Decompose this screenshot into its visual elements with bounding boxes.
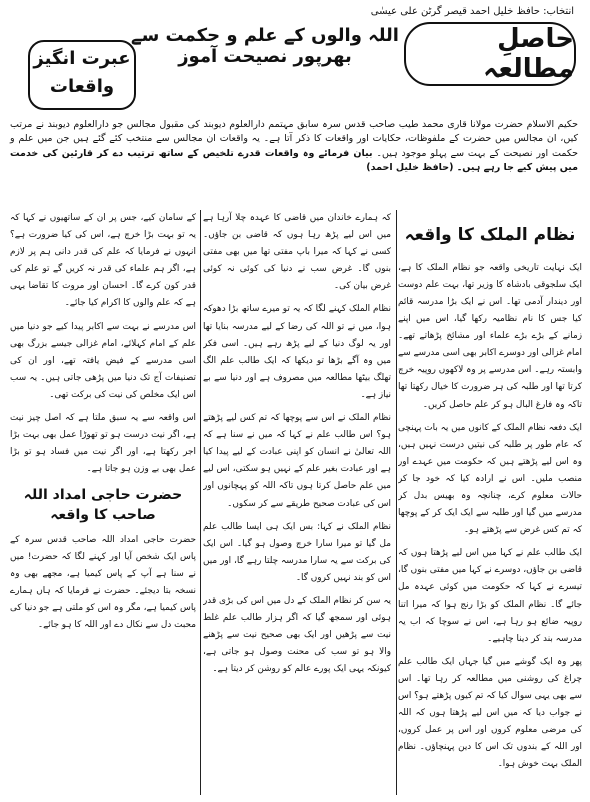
article-paragraph: کے سامان کیے، جس پر ان کے ساتھیوں نے کہا کہ یہ تو بہت بڑا خرچ ہے، اس کی کیا ضرورت ہے؟ انہوں نے فرمایا کہ علم کی قدر دانی ہم پر لازم ہے، اگر ہم علماء کی قدر نہ کریں گے تو علم کی قدر کون کرے گا۔ احسان اور مروت کا تقاضا یہی ہے کہ علم والوں کا اکرام کیا جائے۔: [10, 213, 196, 309]
title-frame: [404, 22, 576, 86]
article-paragraph: ایک دفعہ نظام الملک کے کانوں میں یہ بات پہنچی کہ عام طور پر طلبہ کی نیتیں درست نہیں ہیں، وہ اس لیے پڑھتے ہیں کہ حکومت میں عہدے اور منصب ملیں۔ اس نے ارادہ کیا کہ خود جا کر حالات معلوم کرے، چنانچہ وہ بھیس بدل کر مدرسے میں گیا اور طلبہ سے ایک ایک کر کے پوچھا کہ تم کس غرض سے پڑھتے ہو۔: [398, 422, 582, 536]
column-left: [10, 210, 196, 795]
article-heading: نظام الملک کا واقعہ: [404, 225, 576, 245]
intro-closing: بیان فرمائے وہ واقعات قدرے تلخیص کے ساتھ ترتیب دے کر قارئین کی خدمت میں پیش کیے جا رہے ہیں۔ (حافظ خلیل احمد): [10, 147, 578, 173]
article-paragraph: نظام الملک نے کہا: بس ایک ہی ایسا طالب علم مل گیا تو میرا سارا خرچ وصول ہو گیا۔ اس ایک کی برکت سے یہ سارا مدرسہ چلتا رہے گا، اور میں اس کو بند نہیں کروں گا۔: [203, 521, 391, 583]
intro-paragraph: [10, 118, 578, 175]
ibrat-line-2: واقعات: [49, 76, 115, 97]
page-subtitle: اللہ والوں کے علم و حکمت سے بھرپور نصیحت آموز: [131, 25, 399, 67]
article-paragraph: پھر وہ ایک گوشے میں گیا جہاں ایک طالب علم چراغ کی روشنی میں مطالعہ کر رہا تھا۔ اس سے بھی یہی سوال کیا کہ تم کیوں پڑھتے ہو؟ اس نے جواب دیا کہ میں اس لیے پڑھتا ہوں کہ اللہ کی مرضی معلوم کروں اور اس پر عمل کروں، اور اللہ کے بندوں تک اس کا دین پہنچاؤں۔ نظام الملک بہت خوش ہوا۔: [398, 656, 582, 770]
article-paragraph: نظام الملک نے اس سے پوچھا کہ تم کس لیے پڑھتے ہو؟ اس طالب علم نے کہا کہ میں نے سنا ہے کہ اللہ تعالیٰ نے انسان کو اپنی عبادت کے لیے پیدا کیا ہے اور عبادت بغیر علم کے نہیں ہو سکتی، اس لیے میں علم حاصل کرتا ہوں تاکہ اللہ کو پہچانوں اور اس کی عبادت صحیح طریقے سے کر سکوں۔: [203, 413, 391, 509]
article-paragraph: اس مدرسے نے بہت سے اکابر پیدا کیے جو دنیا میں علم کے امام کہلائے، امام غزالی جیسے بزرگ بھی اسی مدرسے کے فیض یافتہ تھے، اور ان کی تصنیفات آج تک دنیا میں پڑھی جاتی ہیں۔ یہ سب اس ایک مخلص کی نیت کی برکت تھی۔: [10, 321, 196, 400]
ibrat-line-1: عبرت انگیز: [33, 48, 131, 69]
compiler-credit: انتخاب: حافظ خلیل احمد قیصر گرٹن علی عیسٰی: [370, 6, 574, 17]
intro-text: حکیم الاسلام حضرت مولانا قاری محمد طیب صاحب قدس سرہ سابق مہتمم دارالعلوم دیوبند کی مقبول مجالس جو دارالعلوم دیوبند نے مرتب کیں، ان مجالس میں حضرت کے ملفوظات، حکایات اور واقعات کا ذکر آتا ہے۔ یہ واقعات ان مجالس سے منتخب کئے گئے ہیں جن میں علم و حکمت اور نصیحت کے بہت سے پہلو موجود ہیں۔: [10, 119, 578, 159]
page-title: حاصلِ مطالعہ: [483, 24, 574, 84]
article-paragraph: اس واقعہ سے یہ سبق ملتا ہے کہ اصل چیز نیت ہے، اگر نیت درست ہو تو تھوڑا عمل بھی بہت بڑا اجر رکھتا ہے، اور اگر نیت میں فساد ہو تو بڑا عمل بھی بے وزن ہو جاتا ہے۔: [10, 413, 196, 475]
ibrat-box: [28, 40, 136, 110]
article-paragraph: نظام الملک کہنے لگا کہ یہ تو میرے ساتھ بڑا دھوکہ ہوا، میں نے تو اللہ کی رضا کے لیے مدرسہ بنایا تھا اور یہ لوگ دنیا کے لیے پڑھ رہے ہیں۔ اسی فکر میں وہ آگے بڑھا تو دیکھا کہ ایک طالب علم الگ تھلگ بیٹھا مطالعہ میں مصروف ہے اور دنیا سے بے نیاز ہے۔: [203, 304, 391, 400]
column-right: [398, 210, 582, 795]
article-paragraph: حضرت حاجی امداد اللہ صاحب قدس سرہ کے پاس ایک شخص آیا اور کہنے لگا کہ حضرت! میں نے سنا ہے آپ کے پاس کیمیا ہے، مجھے بھی وہ نسخہ بتا دیجئے۔ حضرت نے فرمایا کہ ہاں ہمارے پاس کیمیا ہے، مگر وہ اس کو ملتی ہے جو دنیا کی محبت دل سے نکال دے اور اللہ کا ہو جائے۔: [10, 534, 196, 631]
column-divider: [200, 210, 201, 795]
article-paragraph: ایک طالب علم نے کہا میں اس لیے پڑھتا ہوں کہ قاضی بن جاؤں، دوسرے نے کہا میں مفتی بنوں گا، تیسرے نے کہا کہ حکومت میں کوئی عہدہ مل جائے گا۔ نظام الملک کو بڑا رنج ہوا کہ میرا اتنا روپیہ ضائع ہو رہا ہے، اس نے سوچا کہ اب یہ مدرسہ بند کر دینا چاہیے۔: [398, 548, 582, 644]
article-paragraph: کہ ہمارے خاندان میں قاضی کا عہدہ چلا آرہا ہے میں اس لیے پڑھ رہا ہوں کہ قاضی بن جاؤں۔ کسی نے کہا کہ میرا باپ مفتی تھا میں بھی مفتی بنوں گا۔ غرض سب نے دنیا کی کوئی نہ کوئی غرض بیان کی۔: [203, 213, 391, 292]
column-middle: [203, 210, 391, 795]
masthead: [10, 4, 580, 104]
article-heading: حضرت حاجی امداد اللہ صاحب کا واقعہ: [23, 487, 183, 523]
article-paragraph: ایک نہایت تاریخی واقعہ جو نظام الملک کا ہے، ایک سلجوقی بادشاہ کا وزیر تھا، بہت علم دوست اور دیندار آدمی تھا۔ اس نے ایک بڑا مدرسہ قائم کیا جس کا نام نظامیہ رکھا گیا، اس میں اپنے زمانے کے بڑے بڑے علماء اور مشائخ پڑھاتے تھے۔ امام غزالی اور دوسرے اکابر بھی اسی مدرسے سے وابستہ رہے۔ اس مدرسے پر وہ لاکھوں روپیہ خرچ کرتا تھا اور طلبہ کی ہر ضرورت کا خیال رکھتا تھا تاکہ وہ فارغ البال ہو کر علم حاصل کریں۔: [398, 262, 582, 410]
article-paragraph: یہ سن کر نظام الملک کے دل میں اس کی بڑی قدر ہوئی اور سمجھ گیا کہ اگر ہزار طالب علم غلط نیت سے پڑھیں اور ایک بھی صحیح نیت سے پڑھنے والا ہو تو سب کی محنت وصول ہو جاتی ہے، کیونکہ یہی ایک پورے عالم کو روشن کر دیتا ہے۔: [203, 595, 391, 675]
column-divider: [396, 210, 397, 795]
